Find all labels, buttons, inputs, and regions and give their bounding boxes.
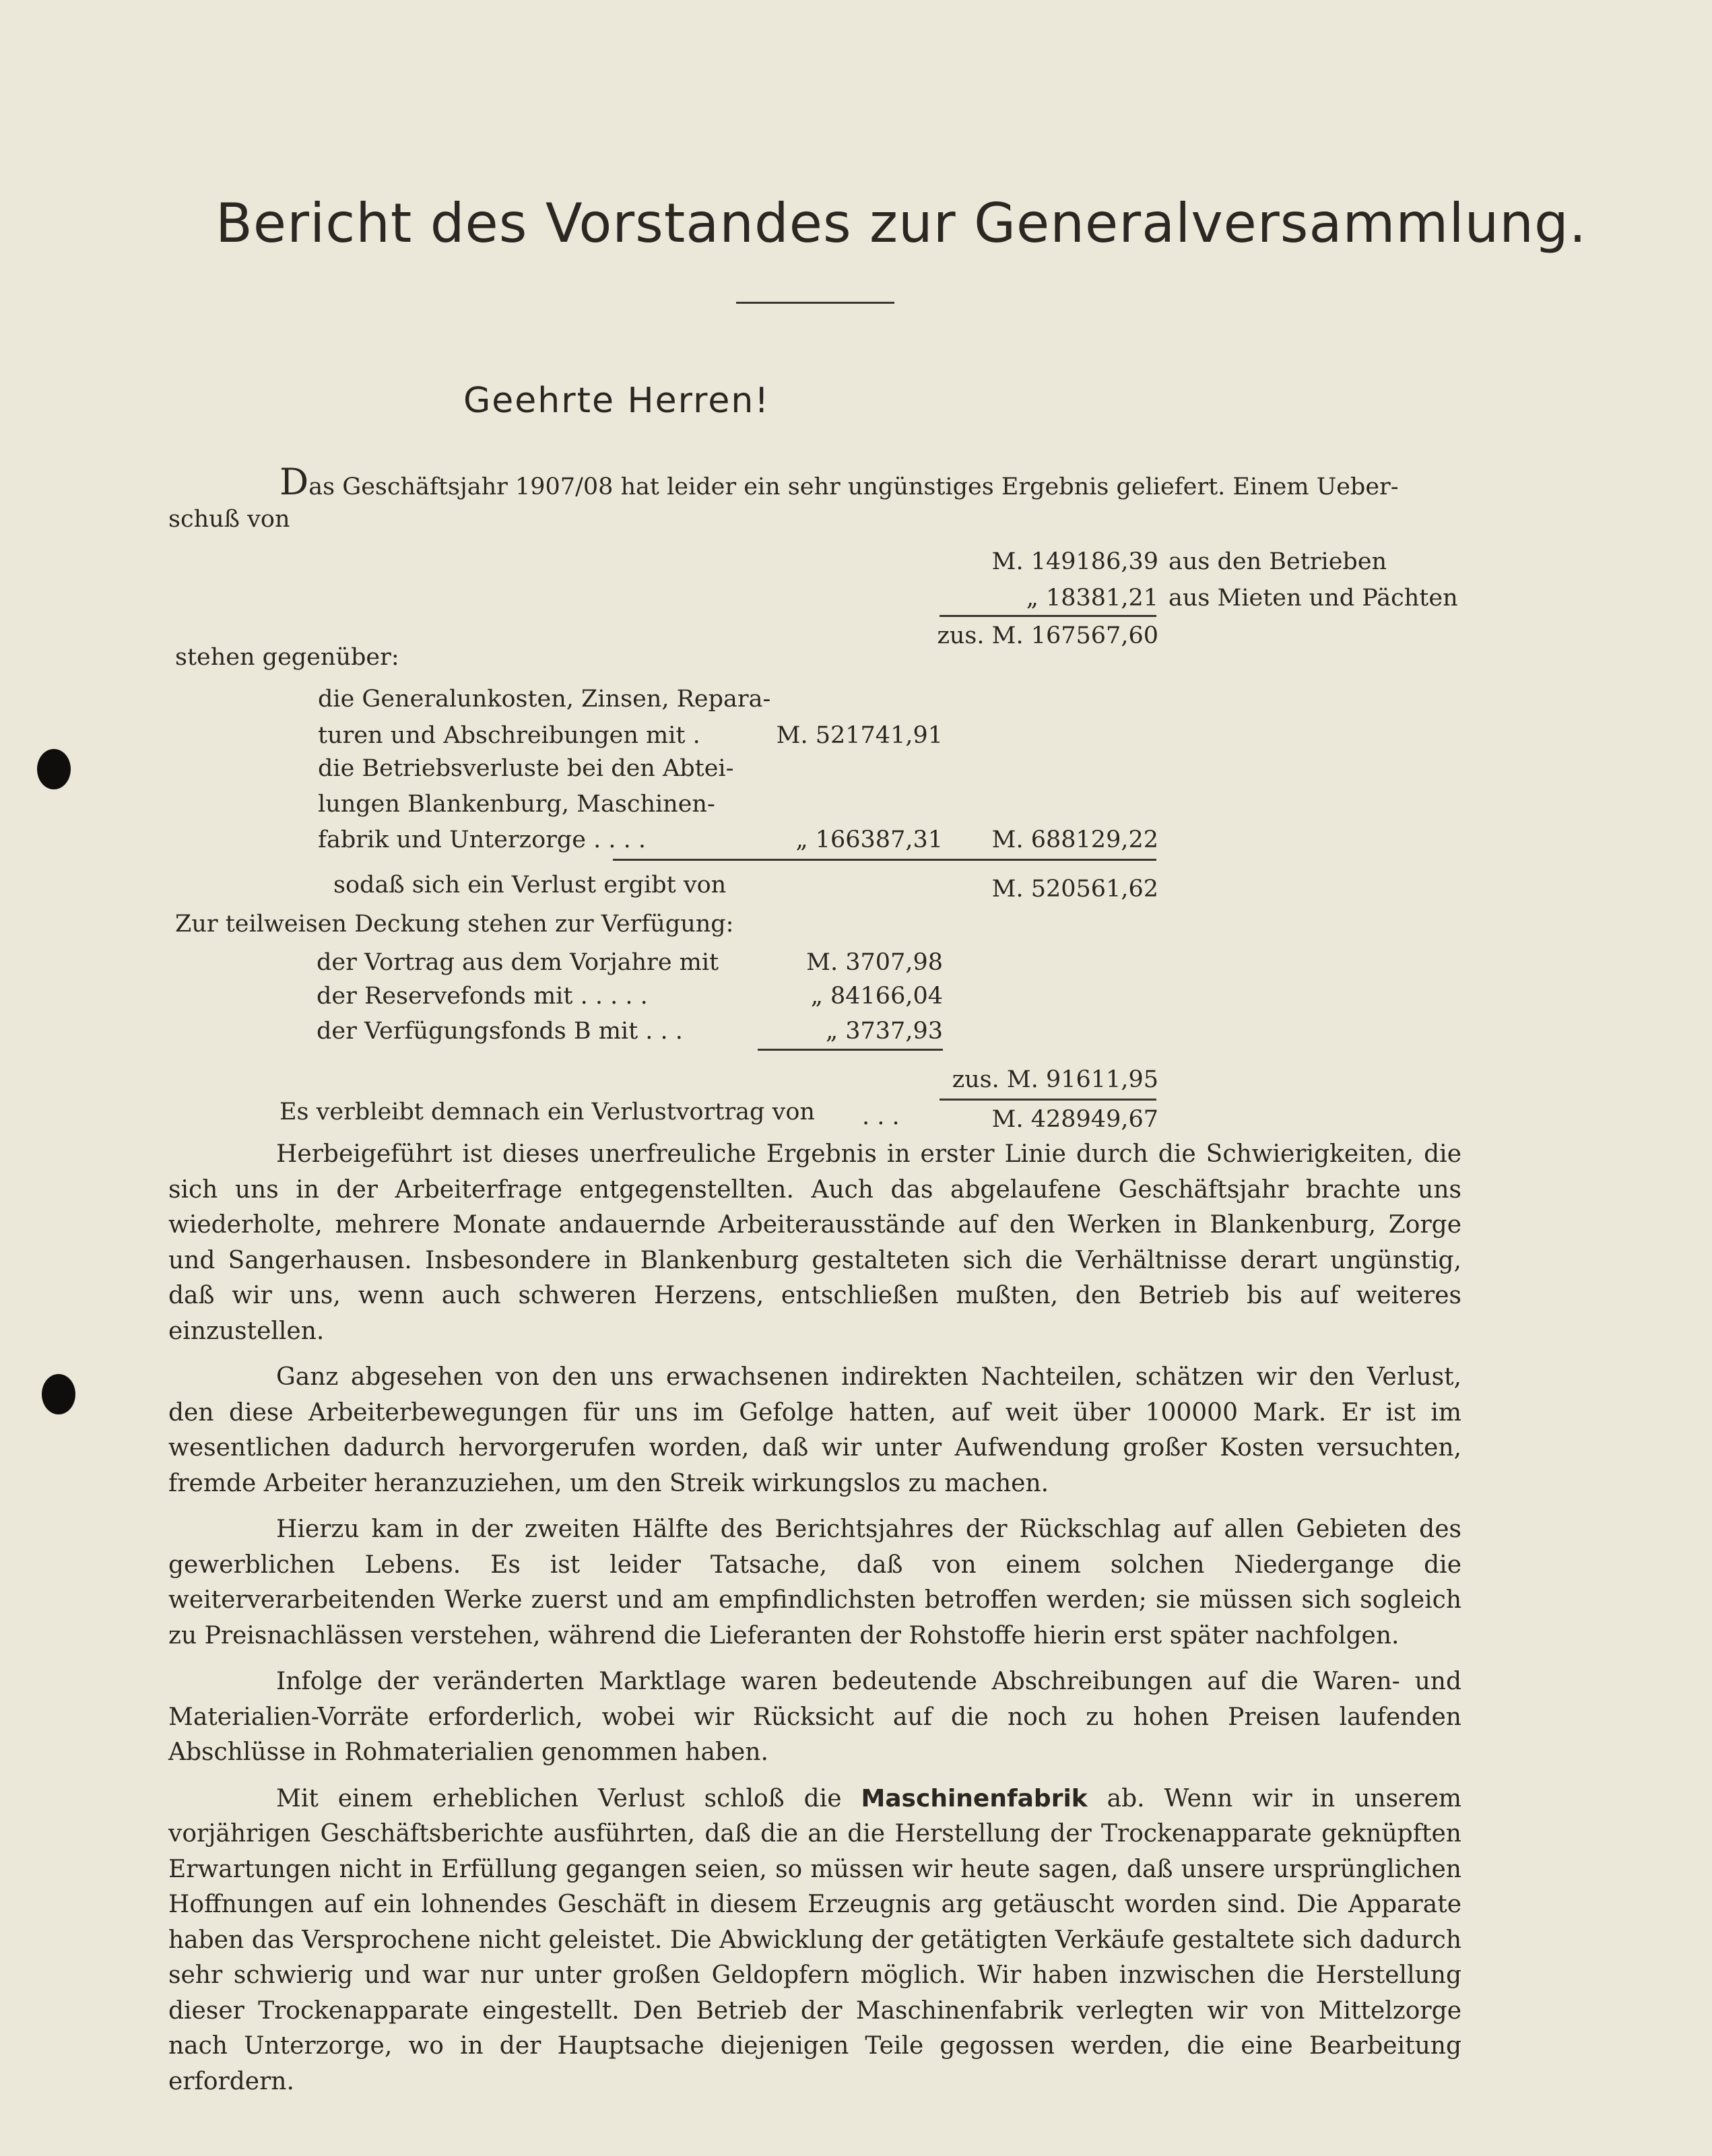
binder-hole-bottom	[42, 1374, 75, 1414]
intro-line-2: schuß von	[168, 506, 290, 533]
page-title: Bericht des Vorstandes zur Generalversammlung.	[216, 192, 1587, 255]
binder-hole-top	[37, 749, 71, 789]
loss-amount: M. 520561,62	[991, 876, 1158, 903]
fonds-label: der Verfügungsfonds B mit . . .	[317, 1018, 683, 1045]
intro-line-1	[279, 461, 1399, 504]
intro-dropcap: D	[279, 461, 309, 503]
paragraph-2: Ganz abgesehen von den uns erwachsenen indirekten Nachteilen, schätzen wir den Verlust, den diese Arbeiterbewegungen für uns im Gefolge hatten, auf weit über 100000 Mark. Er ist im wesentlichen dadurch hervorgerufen worden, daß wir unter Aufwendung großer Kosten versuchten, fremde Arbeiter heranzuziehen, um den Streik wirkungslos zu machen.	[168, 1363, 1461, 1497]
intro-line-1-text: as Geschäftsjahr 1907/08 hat leider ein sehr ungünstiges Ergebnis geliefert. Einem Ueber-	[308, 473, 1399, 500]
mieten-amount: „ 18381,21	[1026, 585, 1158, 612]
vortrag-amount: M. 3707,98	[806, 949, 943, 976]
losses-amount: „ 166387,31	[795, 826, 943, 853]
general-costs-amount: M. 521741,91	[776, 722, 943, 749]
maschinenfabrik-emphasis: Maschinenfabrik	[861, 1784, 1088, 1812]
fonds-amount: „ 3737,93	[826, 1018, 943, 1045]
coverage-heading: Zur teilweisen Deckung stehen zur Verfügung:	[175, 911, 734, 938]
reserve-label: der Reservefonds mit . . . . .	[317, 983, 648, 1010]
remaining-label: Es verbleibt demnach ein Verlustvortrag von	[279, 1099, 815, 1125]
salutation: Geehrte Herren!	[463, 381, 770, 421]
paragraph-5-start: Mit einem erheblichen Verlust schloß die	[276, 1784, 842, 1812]
paragraph-1: Herbeigeführt ist dieses unerfreuliche Ergebnis in erster Linie durch die Schwierigkeiten, die sich uns in der Arbeiterfrage entgegenstellten. Auch das abgelaufene Geschäftsjahr brachte uns wiederholte, mehrere Monate andauernde Arbeiterausstände auf den Werken in Blankenburg, Zorge und Sangerhausen. Insbesondere in Blankenburg gestalteten sich die Verhältnisse derart ungünstig, daß wir uns, wenn auch schweren Herzens, entschließen mußten, den Betrieb bis auf weiteres einzustellen.	[168, 1140, 1461, 1345]
coverage-total-rule	[940, 1099, 1156, 1101]
paragraph-5-rest: ab. Wenn wir in unserem vorjährigen Geschäftsberichte ausführten, daß die an die Herstellung der Trockenapparate geknüpften Erwartungen nicht in Erfüllung gegangen seien, so müssen wir heute sagen, daß unsere ursprünglichen Hoffnungen auf ein lohnendes Geschäft in diesem Erzeugnis arg getäuscht worden sind. Die Apparate haben das Versprochene nicht geleistet. Die Abwicklung der getätigten Verkäufe gestaltete sich dadurch sehr schwierig und war nur unter großen Geldopfern möglich. Wir haben inzwischen die Herstellung dieser Trockenapparate eingestellt. Den Betrieb der Maschinenfabrik verlegten wir von Mittelzorge nach Unterzorge, wo in der Hauptsache diejenigen Teile gegossen werden, die eine Bearbeitung erfordern.	[168, 1784, 1462, 2095]
betriebe-label: aus den Betrieben	[1168, 548, 1387, 575]
general-costs-line-2: turen und Abschreibungen mit .	[318, 722, 700, 749]
costs-sum-rule	[613, 859, 1156, 861]
surplus-sum-rule	[940, 615, 1156, 617]
paragraph-4: Infolge der veränderten Marktlage waren bedeutende Abschreibungen auf die Waren- und Materialien-Vorräte erforderlich, wobei wir Rücksicht auf die noch zu hohen Preisen laufenden Abschlüsse in Rohmaterialien genommen haben.	[168, 1668, 1461, 1766]
coverage-sum-rule	[758, 1049, 943, 1051]
opposed-label: stehen gegenüber:	[175, 644, 399, 671]
losses-line-3: fabrik und Unterzorge . . . .	[318, 826, 647, 853]
coverage-total: zus. M. 91611,95	[952, 1066, 1158, 1093]
vortrag-label: der Vortrag aus dem Vorjahre mit	[317, 949, 719, 976]
title-divider	[736, 302, 894, 304]
body-text	[168, 1137, 1461, 2099]
loss-label: sodaß sich ein Verlust ergibt von	[333, 872, 727, 899]
mieten-label: aus Mieten und Pächten	[1168, 585, 1458, 612]
losses-line-1: die Betriebsverluste bei den Abtei-	[318, 755, 734, 782]
reserve-amount: „ 84166,04	[810, 983, 943, 1010]
paragraph-3: Hierzu kam in der zweiten Hälfte des Berichtsjahres der Rückschlag auf allen Gebieten des gewerblichen Lebens. Es ist leider Tatsache, daß von einem solchen Niedergange die weiterverarbeitenden Werke zuerst und am empfindlichsten betroffen werden; sie müssen sich sogleich zu Preisnachlässen verstehen, während die Lieferanten der Rohstoffe hierin erst später nachfolgen.	[168, 1515, 1461, 1649]
remaining-amount: M. 428949,67	[991, 1106, 1158, 1133]
costs-total: M. 688129,22	[991, 826, 1158, 853]
general-costs-line-1: die Generalunkosten, Zinsen, Repara-	[318, 686, 771, 713]
betriebe-amount: M. 149186,39	[991, 548, 1158, 575]
paragraph-5	[168, 1782, 1461, 2100]
surplus-total: zus. M. 167567,60	[937, 622, 1158, 649]
remaining-dots: . . .	[862, 1103, 900, 1130]
losses-line-2: lungen Blankenburg, Maschinen-	[318, 791, 715, 818]
